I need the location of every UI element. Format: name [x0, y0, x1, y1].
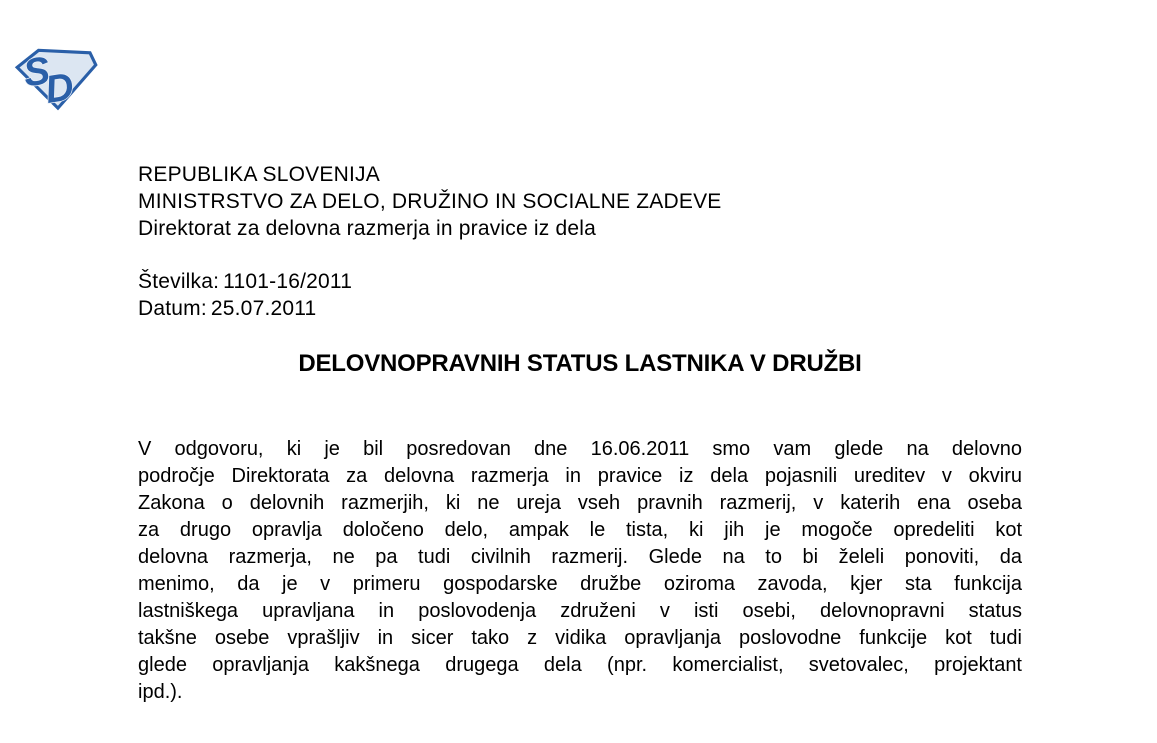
- body-line: glede opravljanja kakšnega drugega dela (npr. komercialist, svetovalec, projektant: [138, 654, 1022, 676]
- document-date-line: [138, 295, 1022, 322]
- document-number-label: Številka:: [138, 270, 220, 293]
- letterhead-directorate: Direktorat za delovna razmerja in pravice iz dela: [138, 217, 596, 240]
- reference-block: [138, 268, 1022, 322]
- body-line: menimo, da je v primeru gospodarske družbe oziroma zavoda, kjer sta funkcija: [138, 573, 1022, 595]
- body-line: lastniškega upravljana in poslovodenja združeni v isti osebi, delovnopravni status: [138, 600, 1022, 622]
- document-title: DELOVNOPRAVNIH STATUS LASTNIKA V DRUŽBI: [298, 350, 862, 377]
- document-number-line: [138, 268, 1022, 295]
- document-date-label: Datum:: [138, 297, 207, 320]
- body-paragraph: [138, 436, 1022, 706]
- letterhead: [138, 161, 1022, 242]
- document-number-value: 1101-16/2011: [223, 270, 353, 293]
- sd-diamond-icon: [13, 46, 99, 112]
- letterhead-country: REPUBLIKA SLOVENIJA: [138, 163, 380, 186]
- body-line: Zakona o delovnih razmerjih, ki ne ureja vseh pravnih razmerij, v katerih ena oseba: [138, 492, 1022, 514]
- body-line: delovna razmerja, ne pa tudi civilnih razmerij. Glede na to bi želeli ponoviti, da: [138, 546, 1022, 568]
- sd-logo: [13, 46, 99, 112]
- body-line: za drugo opravlja določeno delo, ampak le tista, ki jih je mogoče opredeliti kot: [138, 519, 1022, 541]
- body-line: ipd.).: [138, 681, 183, 703]
- document-date-value: 25.07.2011: [210, 297, 317, 320]
- body-line: V odgovoru, ki je bil posredovan dne 16.06.2011 smo vam glede na delovno: [138, 438, 1022, 460]
- logo-letter-s: S: [20, 48, 53, 96]
- letterhead-ministry: MINISTRSTVO ZA DELO, DRUŽINO IN SOCIALNE ZADEVE: [138, 190, 722, 213]
- body-line: takšne osebe vprašljiv in sicer tako z vidika opravljanja poslovodne funkcije kot tudi: [138, 627, 1022, 649]
- logo-letter-d: D: [42, 65, 77, 112]
- body-line: področje Direktorata za delovna razmerja in pravice iz dela pojasnili ureditev v okviru: [138, 465, 1022, 487]
